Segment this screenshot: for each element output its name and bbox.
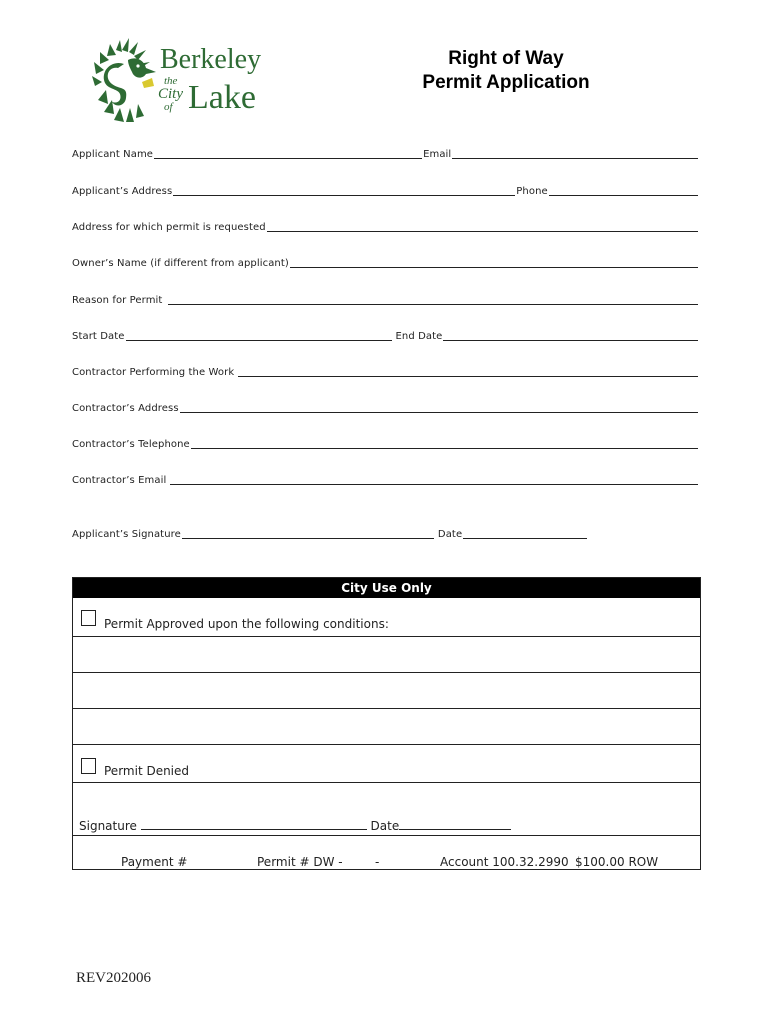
contractor-address-line[interactable] — [180, 402, 698, 413]
applicant-address-line[interactable] — [173, 185, 515, 196]
owner-name-label: Owner’s Name (if different from applicant) — [72, 258, 289, 269]
city-signature-row[interactable] — [79, 819, 511, 833]
city-signature-label: Signature — [79, 819, 137, 833]
title-line-1: Right of Way — [448, 48, 564, 69]
divider — [73, 672, 700, 673]
applicant-name-line[interactable] — [154, 148, 422, 159]
city-date-line[interactable] — [399, 819, 511, 830]
applicant-address-field[interactable] — [72, 183, 699, 197]
denied-label: Permit Denied — [104, 764, 190, 778]
city-signature-line[interactable] — [141, 819, 367, 830]
permit-number-label: Permit # DW - — [257, 855, 343, 869]
approved-label: Permit Approved upon the following conditions: — [104, 617, 389, 631]
title-line-2: Permit Application — [422, 72, 590, 93]
applicant-name-field[interactable] — [72, 146, 699, 160]
divider — [73, 744, 700, 745]
reason-field[interactable] — [72, 292, 699, 306]
contractor-phone-label: Contractor’s Telephone — [72, 439, 190, 450]
contractor-address-field[interactable] — [72, 400, 699, 414]
city-date-label: Date — [370, 819, 400, 833]
logo-text-the: the — [164, 75, 178, 87]
city-use-only-box — [72, 577, 701, 870]
denied-checkbox[interactable] — [81, 758, 96, 774]
applicant-signature-label: Applicant’s Signature — [72, 529, 181, 540]
approved-checkbox[interactable] — [81, 610, 96, 626]
contractor-phone-field[interactable] — [72, 436, 699, 450]
divider — [73, 636, 700, 637]
permit-address-field[interactable] — [72, 219, 699, 233]
city-logo — [92, 38, 270, 124]
start-date-line[interactable] — [126, 330, 392, 341]
signature-date-label: Date — [437, 529, 463, 540]
payment-label: Payment # — [121, 855, 188, 869]
email-label: Email — [423, 149, 452, 160]
logo-text-berkeley: Berkeley — [160, 44, 262, 75]
email-line[interactable] — [452, 148, 698, 159]
contractor-email-label: Contractor’s Email — [72, 475, 167, 486]
amount-label: $100.00 ROW — [575, 855, 659, 869]
contractor-email-field[interactable] — [72, 472, 699, 486]
permit-address-line[interactable] — [267, 221, 698, 232]
owner-name-line[interactable] — [290, 257, 698, 268]
page-title — [396, 47, 616, 95]
heron-logo-icon — [92, 38, 270, 124]
divider — [73, 835, 700, 836]
contractor-email-line[interactable] — [170, 474, 698, 485]
contractor-line[interactable] — [238, 366, 698, 377]
applicant-signature-line[interactable] — [182, 528, 434, 539]
applicant-name-label: Applicant Name — [72, 149, 154, 160]
contractor-address-label: Contractor’s Address — [72, 403, 179, 414]
permit-address-label: Address for which permit is requested — [72, 222, 266, 233]
end-date-label: End Date — [395, 331, 443, 342]
contractor-label: Contractor Performing the Work — [72, 367, 235, 378]
reason-line[interactable] — [168, 294, 698, 305]
reason-label: Reason for Permit — [72, 295, 163, 306]
start-date-label: Start Date — [72, 331, 125, 342]
city-use-only-header: City Use Only — [73, 578, 700, 598]
contractor-field[interactable] — [72, 364, 699, 378]
divider — [73, 782, 700, 783]
logo-text-city: City — [158, 86, 183, 102]
phone-line[interactable] — [549, 185, 698, 196]
signature-field[interactable] — [72, 526, 699, 540]
signature-date-line[interactable] — [463, 528, 587, 539]
revision-code: REV202006 — [76, 970, 151, 986]
owner-name-field[interactable] — [72, 255, 699, 269]
dates-field[interactable] — [72, 328, 699, 342]
phone-label: Phone — [516, 186, 548, 197]
end-date-line[interactable] — [443, 330, 698, 341]
applicant-address-label: Applicant’s Address — [72, 186, 173, 197]
logo-text-lake: Lake — [188, 79, 256, 116]
account-label: Account 100.32.2990 — [440, 855, 569, 869]
divider — [73, 708, 700, 709]
logo-text-of: of — [164, 101, 173, 113]
permit-dash: - — [375, 855, 380, 869]
contractor-phone-line[interactable] — [191, 438, 698, 449]
